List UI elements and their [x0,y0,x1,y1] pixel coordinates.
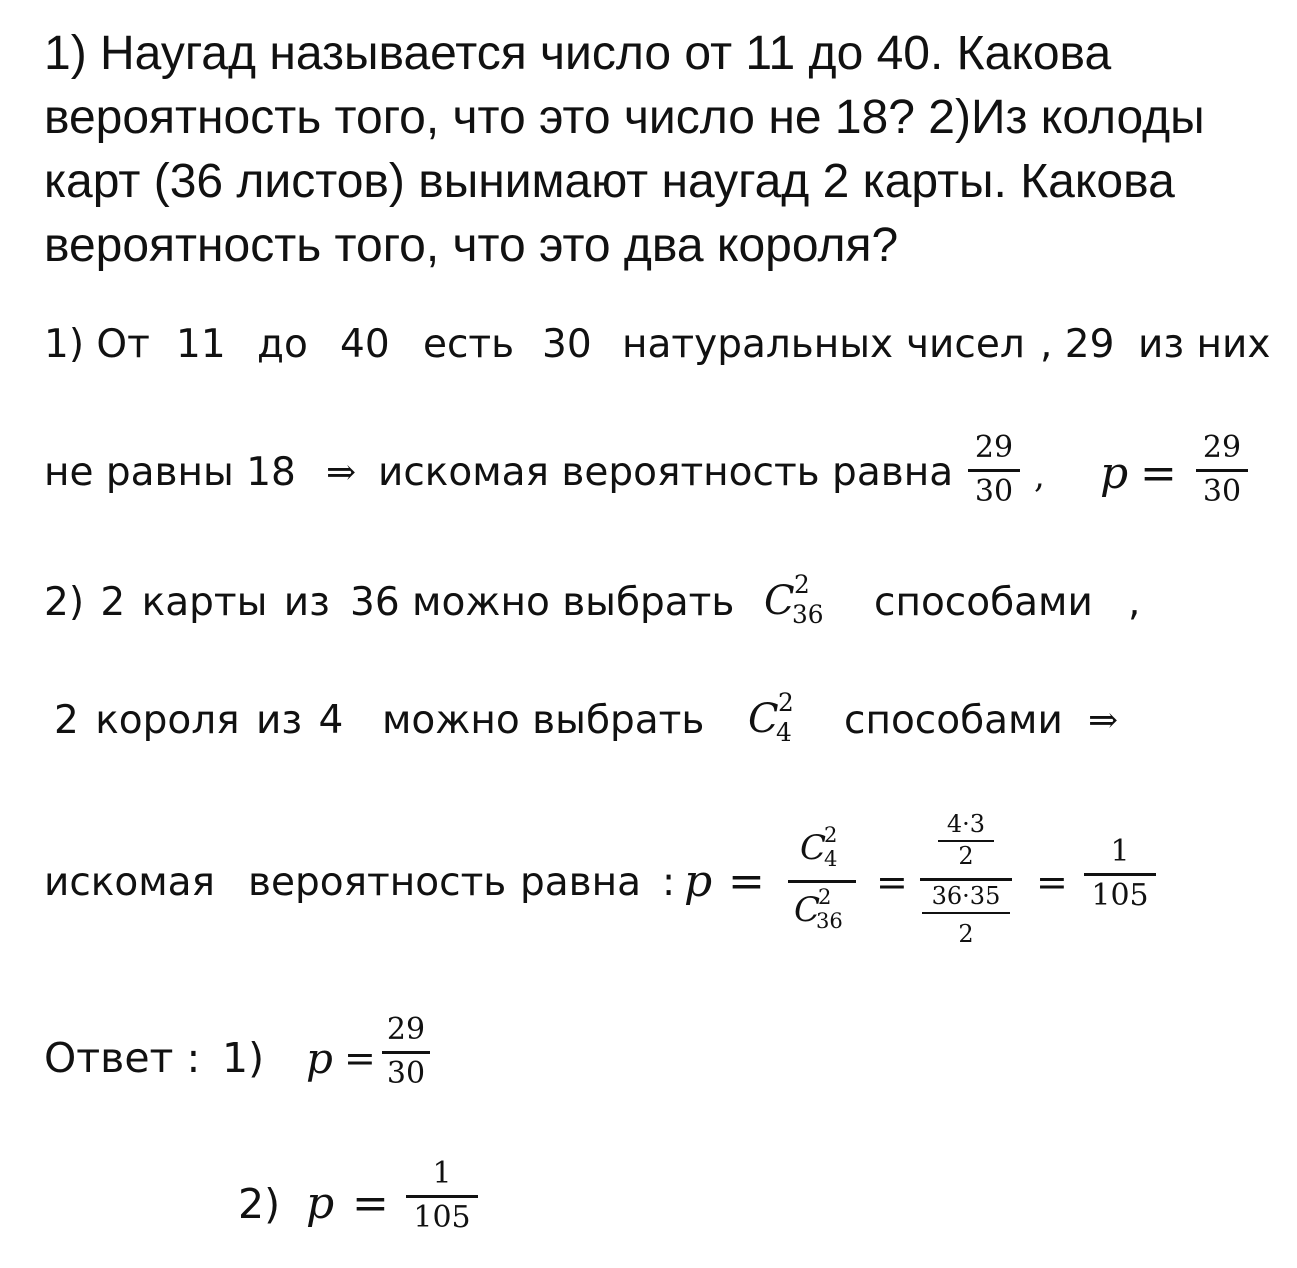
sol-word: чисел [906,322,1025,367]
combination-letter: C [748,696,779,742]
fraction [938,810,994,870]
sol-text: способами [874,580,1093,625]
equals-sign: = [728,856,765,907]
fraction-denominator: 2 [958,920,974,948]
problem-line: вероятность того, что это два короля? [44,219,899,272]
fraction-denominator: 105 [1091,878,1149,913]
sol-word: есть [423,322,515,367]
sol-text: можно выбрать [382,698,705,743]
p-variable: p [1100,448,1129,499]
fraction-denominator: 105 [413,1200,471,1235]
combination-letter: C [764,578,795,624]
fraction [406,1156,478,1235]
answer-label: Ответ : [44,1034,201,1082]
combination-symbol [764,570,824,629]
sol-word: 30 [542,322,592,367]
fraction-bar [920,878,1012,881]
fraction-numerator: 1 [406,1156,478,1198]
equals-sign: = [876,860,908,904]
fraction [1084,834,1156,913]
p-variable: p [306,1178,335,1229]
implies-arrow: ⇒ [1088,700,1119,741]
comma: , [1034,456,1045,496]
problem-line: вероятность того, что это число не 18? 2)Из колоды [44,91,1205,144]
combination-fraction [788,822,856,938]
combination-subscript: 36 [816,908,843,933]
equals-sign: = [352,1178,389,1229]
sol-word: из них [1138,322,1271,367]
combination-letter: C [800,828,827,868]
fraction-denominator: 30 [1202,474,1242,509]
fraction [968,430,1020,509]
combination-symbol [794,884,843,933]
p-variable: p [306,1034,333,1083]
sol-text: способами [844,698,1063,743]
fraction-numerator: 29 [382,1012,430,1054]
fraction-numerator: 36·35 [922,882,1010,914]
combination-superscript: 2 [824,822,838,847]
combination-subscript: 4 [824,846,838,871]
sol-text: не равны 18 [44,450,296,495]
equals-sign: = [1140,448,1177,499]
sol-word: 11 [176,322,226,367]
fraction-denominator: 30 [386,1056,426,1091]
fraction-denominator: 30 [974,474,1014,509]
combination-symbol [748,688,794,747]
combination-symbol [800,822,838,871]
sol-word: натуральных [622,322,894,367]
sol-text: искомая [44,860,215,905]
problem-line: 1) Наугад называется число от 11 до 40. Какова [44,27,1112,80]
sol-text: 2) 2 карты из [44,580,330,625]
combination-superscript: 2 [818,884,832,909]
sol-word: , 29 [1040,322,1115,367]
sol-text: вероятность [248,860,507,905]
fraction-bar [788,880,856,883]
equals-sign: = [344,1036,376,1080]
combination-letter: C [794,890,821,930]
p-variable: p [684,856,713,907]
problem-line: карт (36 листов) вынимают наугад 2 карты. Какова [44,155,1175,208]
fraction-denominator: 2 [958,842,974,870]
implies-arrow: ⇒ [326,452,357,493]
compound-fraction [920,810,1012,960]
sol-word: до [257,322,308,367]
colon: : [662,860,676,905]
sol-text: , [1128,580,1141,625]
fraction-numerator: 4·3 [938,810,994,842]
answer-item-1: 1) [222,1034,265,1082]
combination-superscript: 2 [794,570,810,599]
problem-text [44,22,1284,278]
sol-word: 40 [340,322,390,367]
sol-text: искомая вероятность равна [378,450,954,495]
fraction [1196,430,1248,509]
sol-text: 2 короля из 4 [54,698,344,743]
combination-superscript: 2 [778,688,794,717]
fraction-numerator: 29 [968,430,1020,472]
combination-subscript: 4 [776,718,792,747]
answer-item-2: 2) [238,1180,281,1228]
sol-text: 36 можно выбрать [350,580,735,625]
equals-sign: = [1036,860,1068,904]
sol-word: 1) От [44,322,150,367]
fraction [922,882,1010,948]
combination-subscript: 36 [792,600,824,629]
fraction [382,1012,430,1091]
fraction-numerator: 1 [1084,834,1156,876]
fraction-numerator: 29 [1196,430,1248,472]
sol-text: равна [520,860,642,905]
